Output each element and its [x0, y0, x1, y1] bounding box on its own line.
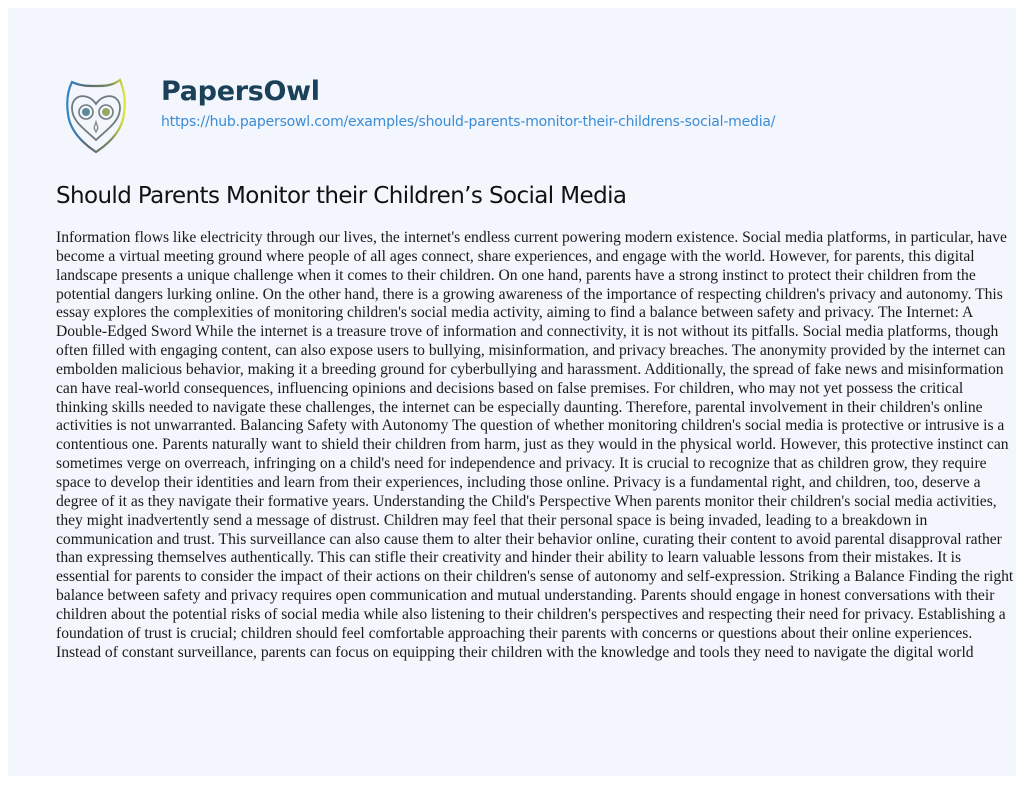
essay-body: Information flows like electricity through our lives, the internet's endless current powering modern existence. Social media platforms, in particular, have become a virtual meeting ground where people of all ages connect, share experiences, and engage with the world. However, for parents, this digital landscape presents a unique challenge when it comes to their children. On one hand, parents have a strong instinct to protect their children from the potential dangers lurking online. On the other hand, there is a growing awareness of the importance of respecting children's privacy and autonomy. This essay explores the complexities of monitoring children's social media activity, aiming to find a balance between safety and privacy. The Internet: A Double-Edged Sword While the internet is a treasure trove of information and connectivity, it is not without its pitfalls. Social media platforms, though often filled with engaging content, can also expose users to bullying, misinformation, and privacy breaches. The anonymity provided by the internet can embolden malicious behavior, making it a breeding ground for cyberbullying and harassment. Additionally, the spread of fake news and misinformation can have real-world consequences, influencing opinions and decisions based on false premises. For children, who may not yet possess the critical thinking skills needed to navigate these challenges, the internet can be especially daunting. Therefore, parental involvement in their children's online activities is not unwarranted. Balancing Safety with Autonomy The question of whether monitoring children's social media is protective or intrusive is a contentious one. Parents naturally want to shield their children from harm, just as they would in the physical world. However, this protective instinct can sometimes verge on overreach, infringing on a child's need for independence and privacy. It is crucial to recognize that as children grow, they require space to develop their identities and learn from their experiences, including those online. Privacy is a fundamental right, and children, too, deserve a degree of it as they navigate their formative years. Understanding the Child's Perspective When parents monitor their children's social media activities, they might inadvertently send a message of distrust. Children may feel that their personal space is being invaded, leading to a breakdown in communication and trust. This surveillance can also cause them to alter their behavior online, curating their content to avoid parental disapproval rather than expressing themselves authentically. This can stifle their creativity and hinder their ability to learn valuable lessons from their mistakes. It is essential for parents to consider the impact of their actions on their children's sense of autonomy and self-expression. Striking a Balance Finding the right balance between safety and privacy requires open communication and mutual understanding. Parents should engage in honest conversations with their children about the potential risks of social media while also listening to their children's perspectives and respecting their need for privacy. Establishing a foundation of trust is crucial; children should feel comfortable approaching their parents with concerns or questions about their online experiences. Instead of constant surveillance, parents can focus on equipping their children with the knowledge and tools they need to navigate the digital world [56, 229, 1014, 661]
source-url-link[interactable]: https://hub.papersowl.com/examples/should-parents-monitor-their-childrens-social-media/ [161, 114, 776, 130]
page-title: Should Parents Monitor their Children’s Social Media [56, 183, 627, 209]
owl-logo-icon [58, 74, 134, 154]
essay-card [8, 8, 1016, 776]
brand [161, 74, 775, 132]
brand-name[interactable]: PapersOwl [161, 76, 320, 107]
